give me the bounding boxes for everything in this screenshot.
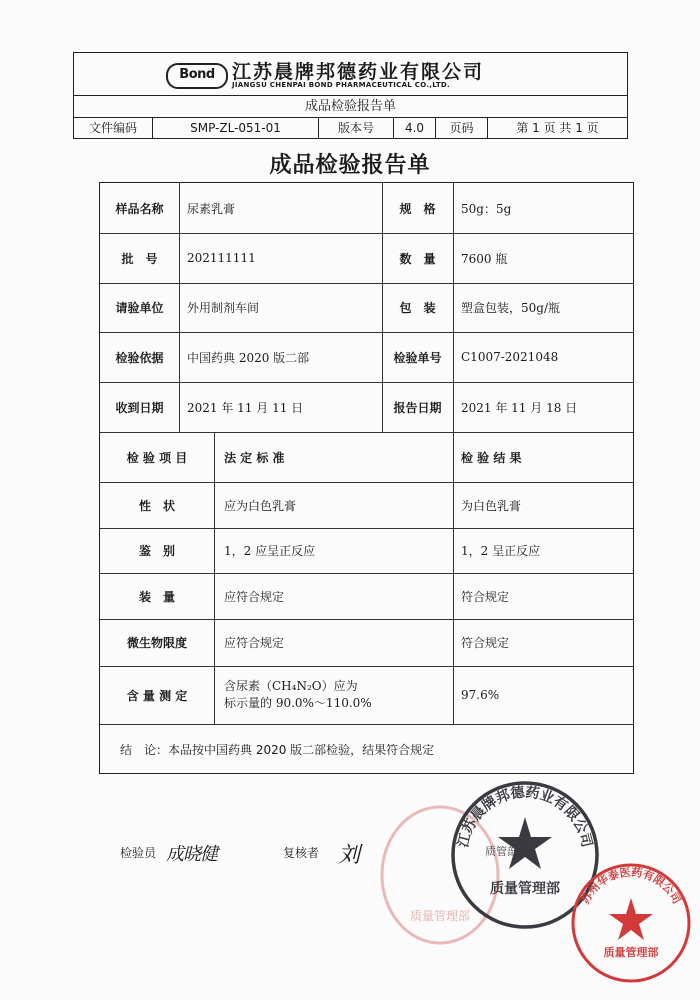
page-label: 页码	[436, 118, 488, 138]
company-logo: Bond	[166, 63, 228, 89]
report-no-label: 检验单号	[393, 350, 442, 365]
col-header-standard: 法 定 标 准	[224, 450, 285, 465]
test-item: 含 量 测 定	[126, 688, 188, 703]
test-standard	[224, 666, 449, 724]
faded-stamp-dept: 质量管理部	[409, 909, 471, 923]
company-name-en: JIANGSU CHENPAI BOND PHARMACEUTICAL CO.,LTD.	[232, 81, 450, 89]
red-round-stamp	[566, 858, 696, 988]
test-result: 97.6%	[461, 688, 500, 702]
test-standard-line1: 含尿素（CH₄N₂O）应为	[224, 679, 358, 693]
page-value: 第 1 页 共 1 页	[516, 121, 599, 135]
requester-value: 外用制剂车间	[187, 301, 260, 315]
report-no-value: C1007-2021048	[461, 350, 559, 364]
quantity-value: 7600 瓶	[461, 251, 508, 266]
test-item: 装 量	[138, 589, 175, 604]
report-date-label: 报告日期	[393, 400, 442, 415]
basis-value: 中国药典 2020 版二部	[187, 350, 310, 365]
red-stamp-company: 苏州华泰医药有限公司	[578, 865, 684, 907]
company-banner	[74, 53, 627, 96]
report-date-value: 2021 年 11 月 18 日	[461, 400, 578, 415]
requester-label: 请验单位	[115, 301, 164, 315]
inspector-signature: 成晓健	[166, 844, 217, 865]
stamp-star-icon	[498, 817, 552, 869]
test-standard: 1，2 应呈正反应	[224, 544, 316, 558]
test-standard: 应符合规定	[224, 589, 285, 604]
test-standard: 应符合规定	[224, 636, 285, 650]
inspector-label: 检验员	[120, 846, 157, 860]
basis-label: 检验依据	[115, 350, 164, 365]
company-name-cn: 江苏晨牌邦德药业有限公司	[232, 61, 485, 83]
conclusion: 结 论：本品按中国药典 2020 版二部检验，结果符合规定	[120, 742, 435, 757]
test-result: 符合规定	[461, 636, 510, 650]
col-header-result: 检 验 结 果	[461, 450, 522, 465]
test-standard-line2: 标示量的 90.0%～110.0%	[224, 696, 372, 710]
version-value: 4.0	[394, 118, 436, 138]
red-stamp-dept: 质量管理部	[603, 946, 659, 959]
reviewer-label: 复核者	[283, 846, 320, 860]
file-no-value: SMP-ZL-051-01	[153, 118, 319, 138]
sample-name-value: 尿素乳膏	[187, 201, 236, 216]
round-stamp-dept: 质量管理部	[490, 881, 560, 897]
test-result: 为白色乳膏	[461, 498, 522, 513]
batch-label: 批 号	[121, 251, 158, 266]
sample-name-label: 样品名称	[115, 201, 164, 216]
test-item: 微生物限度	[126, 636, 187, 650]
spec-label: 规 格	[399, 201, 436, 216]
file-no-label: 文件编码	[74, 118, 153, 138]
package-label: 包 装	[399, 301, 436, 315]
document-header	[73, 52, 628, 139]
quantity-label: 数 量	[399, 251, 436, 266]
red-stamp-star-icon	[609, 898, 653, 940]
doc-info-row	[74, 118, 627, 138]
received-date-label: 收到日期	[115, 400, 164, 415]
version-label: 版本号	[319, 118, 394, 138]
test-item: 性 状	[138, 498, 175, 513]
test-standard: 应为白色乳膏	[224, 498, 297, 513]
reviewer-signature: 刘	[338, 843, 360, 868]
received-date-value: 2021 年 11 月 11 日	[187, 400, 304, 415]
form-title: 成品检验报告单	[74, 96, 627, 118]
batch-value: 202111111	[187, 251, 256, 265]
report-title: 成品检验报告单	[269, 153, 431, 178]
report-table	[99, 182, 634, 774]
stamp-note: 质管部长	[485, 845, 529, 858]
col-header-item: 检 验 项 目	[126, 450, 188, 465]
test-item: 鉴 别	[138, 544, 175, 558]
spec-value: 50g：5g	[461, 201, 512, 216]
test-result: 符合规定	[461, 589, 510, 604]
package-value: 塑盒包装，50g/瓶	[461, 301, 560, 315]
test-result: 1，2 呈正反应	[461, 544, 541, 558]
round-stamp-company: 江苏晨牌邦德药业有限公司	[455, 784, 595, 849]
